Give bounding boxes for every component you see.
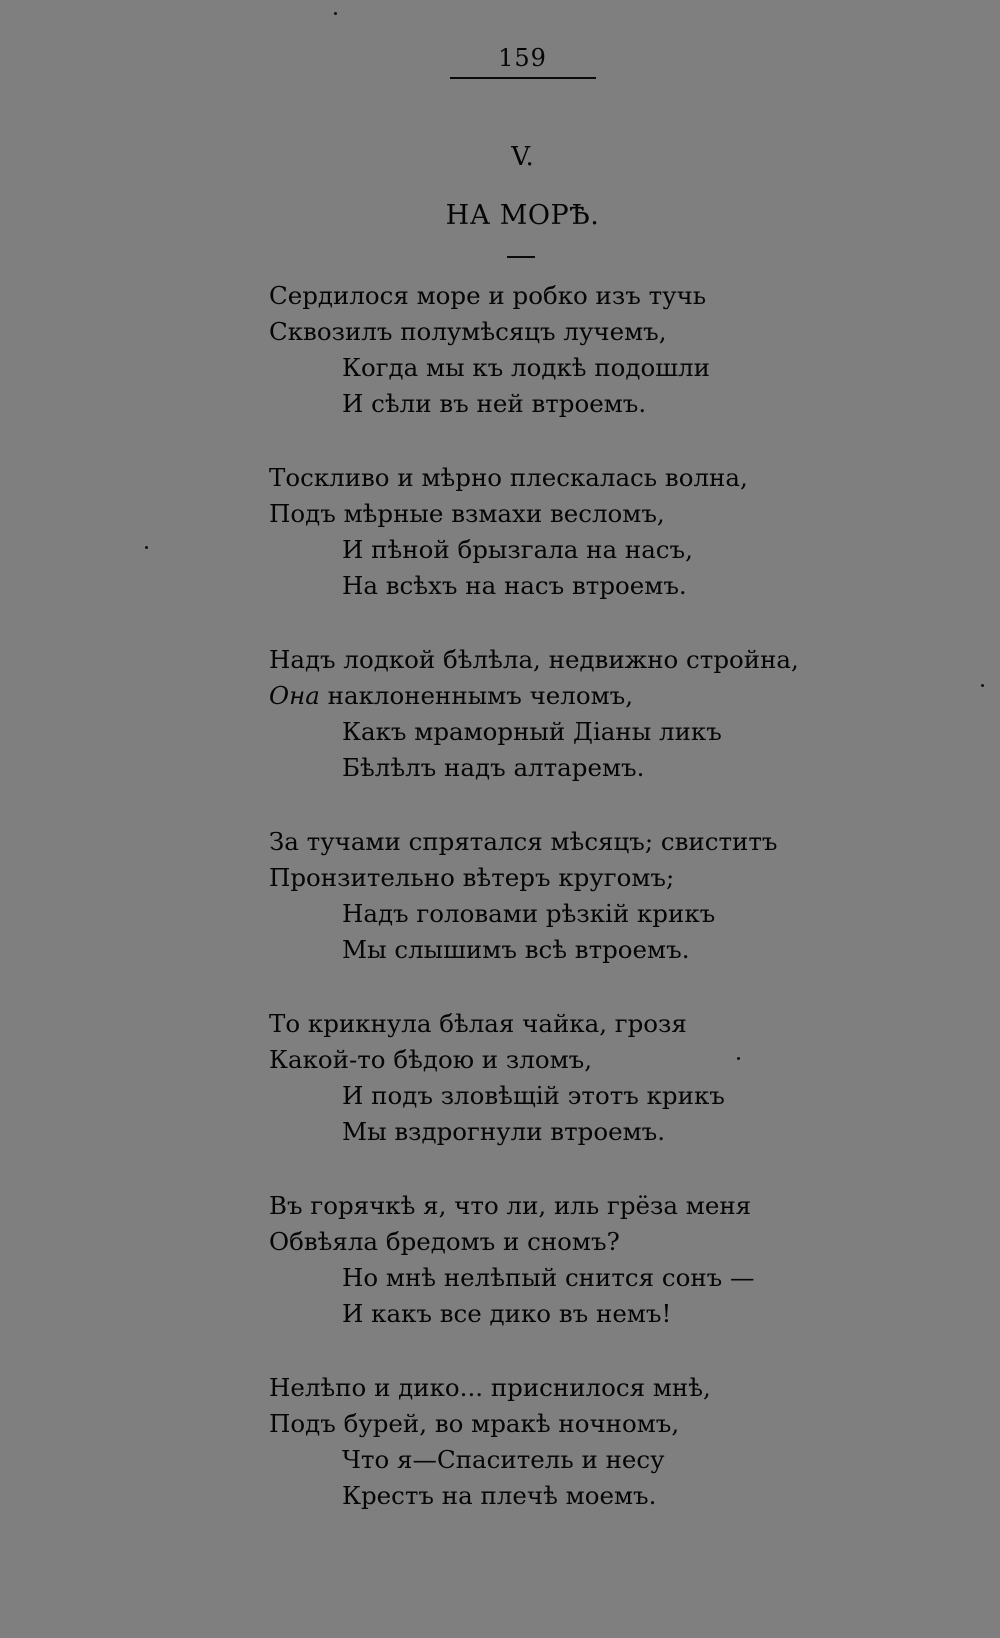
poem-line: Обвѣяла бредомъ и сномъ? [269, 1227, 620, 1256]
page-number: 159 [498, 44, 547, 72]
scan-speck [334, 12, 337, 15]
poem-line: И какъ все дико въ немъ! [342, 1299, 672, 1328]
stanza-4 [269, 824, 829, 968]
stanza-3 [269, 642, 829, 786]
poem-title: НА МОРѢ. [445, 200, 600, 231]
poem-line: Но мнѣ нелѣпый снится сонъ — [342, 1263, 755, 1292]
poem-line: Подъ мѣрные взмахи весломъ, [269, 499, 665, 528]
poem-line: Бѣлѣлъ надъ алтаремъ. [342, 753, 645, 782]
poem-line: Мы вздрогнули втроемъ. [342, 1117, 666, 1146]
poem-line: За тучами спрятался мѣсяцъ; свиститъ [269, 827, 778, 856]
page-number-rule [450, 77, 596, 79]
poem-line: И пѣной брызгала на насъ, [342, 535, 693, 564]
poem-line: Пронзительно вѣтеръ кругомъ; [269, 863, 675, 892]
title-dash [507, 256, 535, 258]
poem-line [269, 678, 829, 714]
poem-line: Подъ бурей, во мракѣ ночномъ, [269, 1409, 680, 1438]
poem-line: Тоскливо и мѣрно плескалась волна, [269, 463, 748, 492]
poem-line: Сердилося море и робко изъ тучь [269, 281, 707, 310]
poem-line: Надъ головами рѣзкій крикъ [342, 899, 716, 928]
scan-speck [981, 684, 984, 687]
poem-line: И подъ зловѣщій этотъ крикъ [342, 1081, 725, 1110]
stanza-2 [269, 460, 829, 604]
poem-line: Крестъ на плечѣ моемъ. [342, 1481, 657, 1510]
poem-line: Когда мы къ лодкѣ подошли [342, 353, 710, 382]
poem-line: Надъ лодкой бѣлѣла, недвижно стройна, [269, 645, 799, 674]
scan-speck [145, 546, 148, 549]
section-number: V. [511, 142, 534, 172]
stanza-6 [269, 1188, 829, 1332]
poem-line: На всѣхъ на насъ втроемъ. [342, 571, 687, 600]
stanza-7 [269, 1370, 829, 1514]
poem-line: Какъ мраморный Діаны ликъ [342, 717, 722, 746]
stanza-5 [269, 1006, 829, 1150]
poem-line: Мы слышимъ всѣ втроемъ. [342, 935, 690, 964]
scan-speck [737, 1057, 740, 1060]
poem-line: Сквозилъ полумѣсяцъ лучемъ, [269, 317, 667, 346]
poem-line: Нелѣпо и дико... приснилося мнѣ, [269, 1373, 711, 1402]
poem-line-rest: наклоненнымъ челомъ, [319, 681, 634, 710]
poem-line: То крикнула бѣлая чайка, грозя [269, 1009, 687, 1038]
poem-body [269, 278, 829, 1552]
stanza-1 [269, 278, 829, 422]
poem-line: Что я—Спаситель и несу [342, 1445, 665, 1474]
italic-word: Она [269, 681, 320, 710]
poem-line: И сѣли въ ней втроемъ. [342, 389, 647, 418]
poem-line: Въ горячкѣ я, что ли, иль грёза меня [269, 1191, 752, 1220]
poem-line: Какой-то бѣдою и зломъ, [269, 1045, 593, 1074]
